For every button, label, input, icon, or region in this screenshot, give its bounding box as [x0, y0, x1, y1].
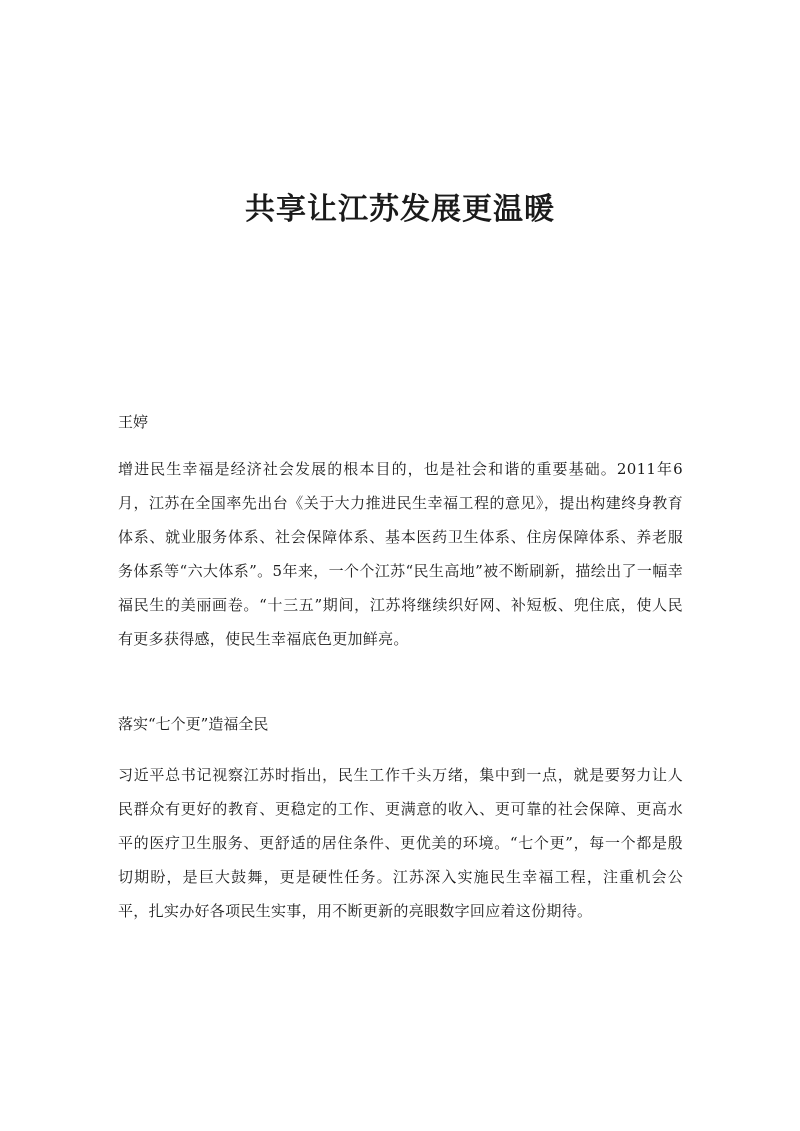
paragraph-intro: 增进民生幸福是经济社会发展的根本目的，也是社会和谐的重要基础。2011年6月，江苏在全国率先出台《关于大力推进民生幸福工程的意见》，提出构建终身教育体系、就业服务体系、社会保障体系、基本医药卫生体系、住房保障体系、养老服务体系等“六大体系”。5年来，一个个江苏“民生高地”被不断刷新，描绘出了一幅幸福民生的美丽画卷。“十三五”期间，江苏将继续织好网、补短板、兜住底，使人民有更多获得感，使民生幸福底色更加鲜亮。 [118, 460, 683, 648]
paragraph-body: 习近平总书记视察江苏时指出，民生工作千头万绪，集中到一点，就是要努力让人民群众有更好的教育、更稳定的工作、更满意的收入、更可靠的社会保障、更高水平的医疗卫生服务、更舒适的居住条件、更优美的环境。“七个更”，每一个都是殷切期盼，是巨大鼓舞，更是硬性任务。江苏深入实施民生幸福工程，注重机会公平，扎实办好各项民生实事，用不断更新的亮眼数字回应着这份期待。 [118, 766, 683, 920]
document-title: 共享让江苏发展更温暖 [245, 192, 555, 227]
author-name: 王婷 [118, 413, 149, 431]
section-heading: 落实“七个更”造福全民 [118, 715, 269, 733]
